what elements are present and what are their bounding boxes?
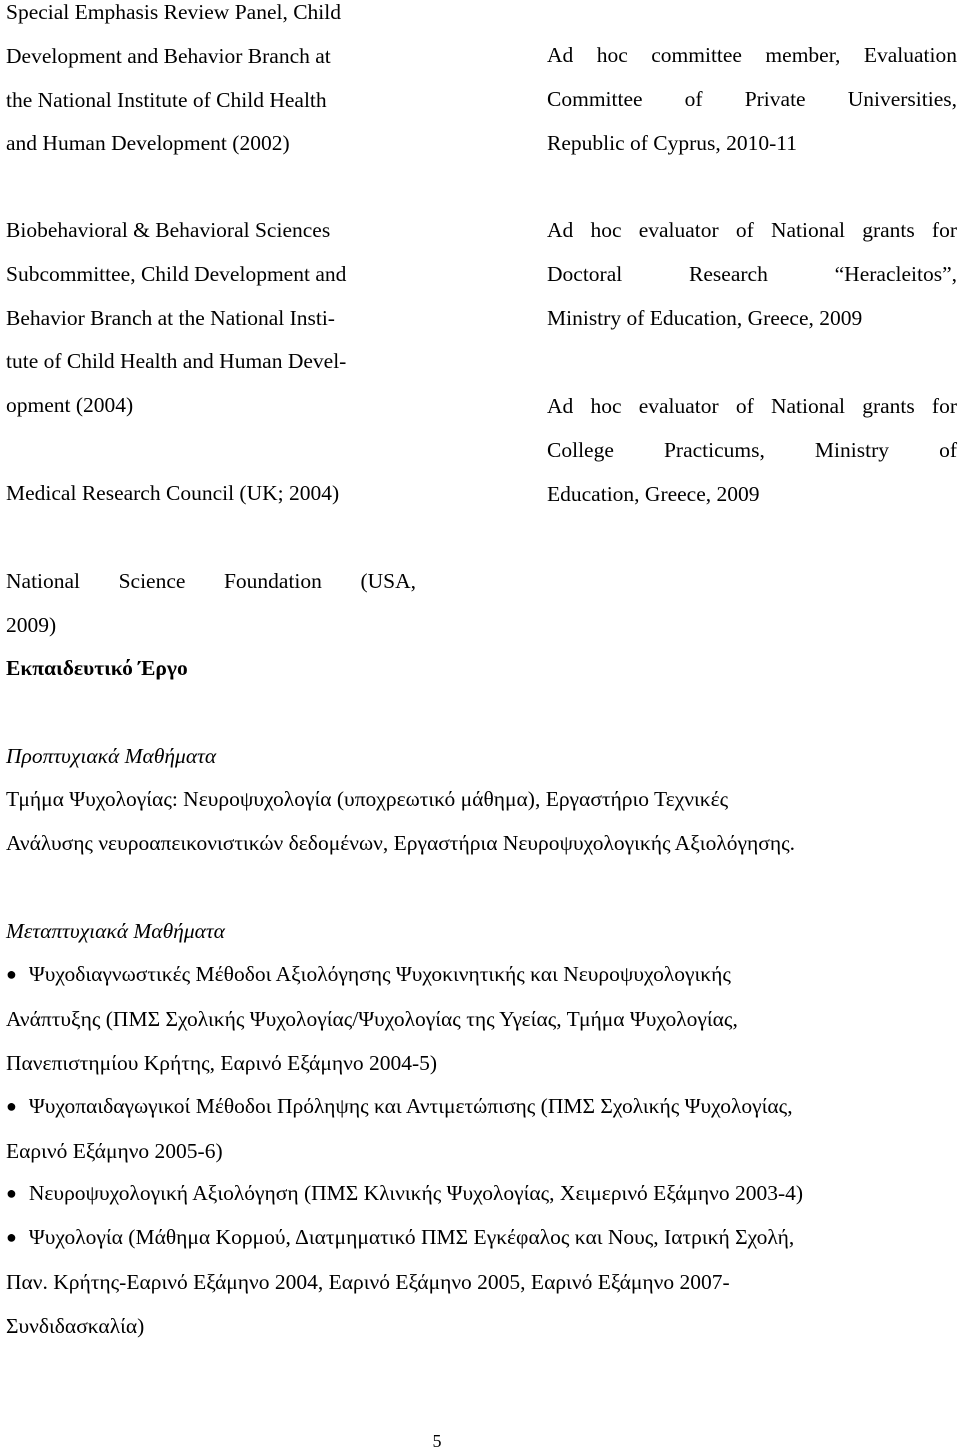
bullet-icon: ● [6,1183,17,1203]
text-line: 2009) [6,612,57,637]
text-line: Ανάπτυξης (ΠΜΣ Σχολικής Ψυχολογίας/Ψυχολογίας της Υγείας, Τμήμα Ψυχολογίας, [6,1006,738,1031]
text-line: Συνδιδασκαλία) [6,1313,145,1338]
text-line: Education, Greece, 2009 [547,481,760,506]
text-line: Ανάλυσης νευροαπεικονιστικών δεδομένων, Εργαστήρια Νευροψυχολογικής Αξιολόγησης. [6,830,795,855]
text-segment: Ψυχολογία (Μάθημα Κορμού, Διατμηματικό ΠΜΣ Εγκέφαλος και Νους, Ιατρική Σχολή, [28,1225,795,1249]
text-line: Committee of Private Universities, [547,86,957,111]
heading-text: Μεταπτυχιακά Μαθήματα [6,919,225,943]
heading-text: Εκπαιδευτικό Έργο [6,656,188,680]
postgrad-heading [6,910,606,954]
text-line: the National Institute of Child Health [6,87,327,112]
text-line [6,1216,956,1261]
page-number: 5 [432,1431,442,1451]
text-line: Special Emphasis Review Panel, Child [6,0,341,24]
text-line: Ad hoc committee member, Evaluation [547,43,957,67]
subcommittee-entry [6,209,406,428]
text-line: Medical Research Council (UK; 2004) [6,481,340,505]
text-line: tute of Child Health and Human Devel- [6,349,347,374]
text-line: College Practicums, Ministry of [547,437,957,462]
text-segment: Νευροψυχολογική Αξιολόγηση (ΠΜΣ Κλινικής Ψυχολογίας, Χειμερινό Εξάμηνο 2003-4) [28,1181,804,1205]
bullet-icon: ● [6,1096,17,1116]
text-line [6,953,956,998]
postgrad-course-item [6,953,956,1085]
text-line: Behavior Branch at the National Insti- [6,305,335,330]
text-line: National Science Foundation (USA, [6,569,416,593]
text-line [6,1085,956,1130]
text-line: opment (2004) [6,393,134,418]
postgrad-course-item [6,1172,956,1217]
text-line [6,1172,956,1217]
heracleitos-entry [547,209,957,340]
undergrad-courses [6,778,956,866]
text-segment: Ψυχοδιαγνωστικές Μέθοδοι Αξιολόγησης Ψυχοκινητικής και Νευροψυχολογικής [28,962,731,986]
text-line: Τμήμα Ψυχολογίας: Νευροψυχολογία (υποχρεωτικό μάθημα), Εργαστήριο Τεχνικές [6,787,729,811]
text-line: Ad hoc evaluator of National grants for [547,218,957,242]
review-panel-entry [6,0,396,166]
text-line: Development and Behavior Branch at [6,43,331,68]
cyprus-committee-entry [547,34,957,165]
undergrad-heading [6,735,606,779]
heading-text: Προπτυχιακά Μαθήματα [6,744,217,768]
text-line: Ad hoc evaluator of National grants for [547,394,957,418]
nsf-entry [6,560,416,648]
text-line: Subcommittee, Child Development and [6,261,347,286]
text-line: Republic of Cyprus, 2010-11 [547,130,798,155]
bullet-icon: ● [6,964,17,984]
teaching-heading [6,647,606,691]
text-line: Biobehavioral & Behavioral Sciences [6,218,331,242]
postgrad-course-item [6,1085,956,1174]
text-line: Εαρινό Εξάμηνο 2005-6) [6,1138,223,1163]
postgrad-course-item [6,1216,956,1348]
mrc-entry [6,472,406,516]
college-practicums-entry [547,385,957,516]
bullet-icon: ● [6,1227,17,1247]
text-line: Doctoral Research “Heracleitos”, [547,261,957,286]
text-line: Ministry of Education, Greece, 2009 [547,305,863,330]
text-line: Πανεπιστημίου Κρήτης, Εαρινό Εξάμηνο 2004-5) [6,1050,438,1075]
text-line: Παν. Κρήτης-Εαρινό Εξάμηνο 2004, Εαρινό Εξάμηνο 2005, Εαρινό Εξάμηνο 2007- [6,1269,730,1294]
text-segment: Ψυχοπαιδαγωγικοί Μέθοδοι Πρόληψης και Αντιμετώπισης (ΠΜΣ Σχολικής Ψυχολογίας, [28,1094,793,1118]
text-line: and Human Development (2002) [6,131,290,156]
